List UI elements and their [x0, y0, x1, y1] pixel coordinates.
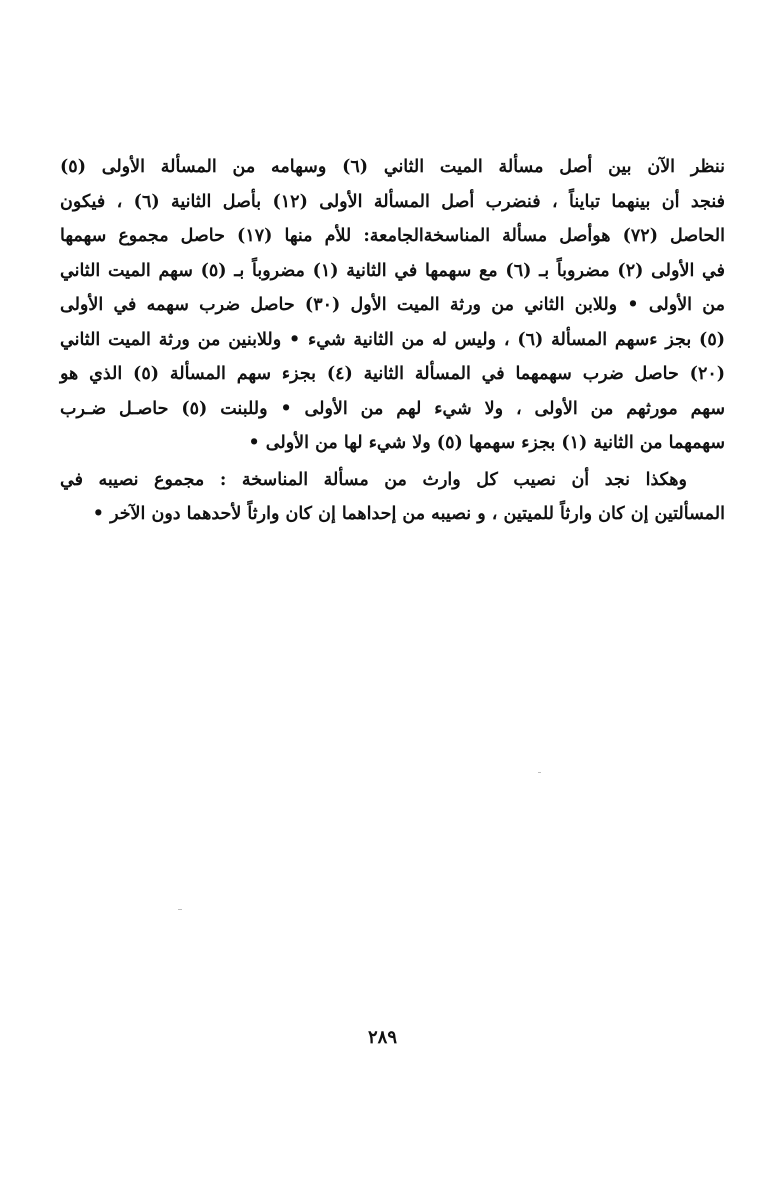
text-line: فنجد أن بينهما تبايناً ، فنضرب أصل المسألة الأولى (١٢) بأصل الثانية (٦) ، فيكون: [60, 191, 725, 212]
text-line: من الأولى • وللابن الثاني من ورثة الميت الأول (٣٠) حاصل ضرب سهمه في الأولى: [60, 295, 725, 315]
page-number: ٢٨٩: [367, 1027, 397, 1048]
scan-speck: [538, 772, 541, 773]
text-line: وهكذا نجد أن نصيب كل وارث من مسألة المناسخة : مجموع نصيبه في: [60, 469, 687, 490]
text-line: (٢٠) حاصل ضرب سهمهما في المسألة الثانية (٤) بجزء سهم المسألة (٥) الذي هو: [60, 364, 726, 384]
text-line: الحاصل (٧٢) هوأصل مسألة المناسخةالجامعة: للأم منها (١٧) حاصل مجموع سهمها: [60, 226, 725, 246]
text-line: في الأولى (٢) مضروباً بـ (٦) مع سهمها في الثانية (١) مضروباً بـ (٥) سهم الميت الثاني: [60, 260, 725, 281]
scan-speck: [178, 909, 182, 910]
text-line: سهمهما من الثانية (١) بجزء سهمها (٥) ولا شيء لها من الأولى •: [248, 433, 725, 453]
body-text: [60, 150, 725, 532]
text-line: ننظر الآن بين أصل مسألة الميت الثاني (٦) وسهامه من المسألة الأولى (٥): [60, 157, 725, 177]
paragraph-1: [60, 150, 725, 461]
text-line: سهم مورثهم من الأولى ، ولا شيء لهم من الأولى • وللبنت (٥) حاصـل ضـرب: [60, 398, 726, 419]
text-line: (٥) بجز ءسهم المسألة (٦) ، وليس له من الثانية شيء • وللابنين من ورثة الميت الثاني: [60, 329, 725, 350]
text-line: المسألتين إن كان وارثاً للميتين ، و نصيبه من إحداهما إن كان وارثاً لأحدهما دون الآخر •: [92, 504, 725, 524]
paragraph-2: [60, 463, 725, 532]
